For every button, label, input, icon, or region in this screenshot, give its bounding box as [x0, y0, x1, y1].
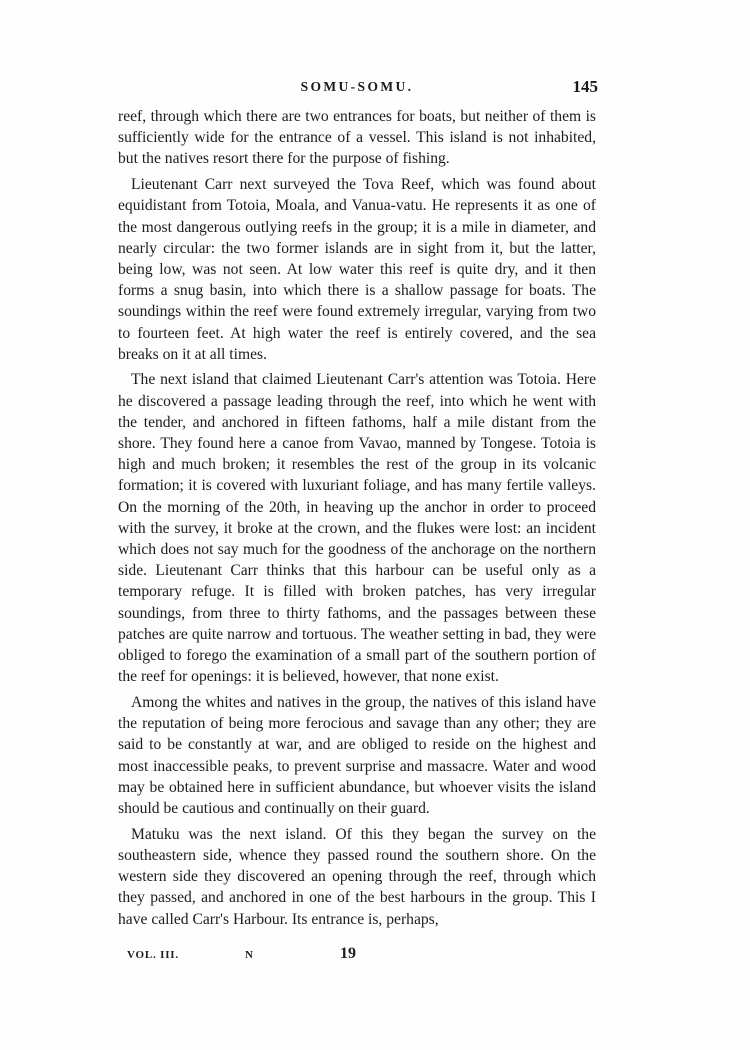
paragraph: Lieutenant Carr next surveyed the Tova Reef, which was found about equidistant from Totoia, Moala, and Vanua-vatu. He represents it as one of the most dangerous outlying reefs in the group; it is a mile in diameter, and nearly circular: the two former islands are in sight from it, but the latter, being low, was not seen. At low water this reef is quite dry, and it then forms a snug basin, into which there is a shallow passage for boats. The soundings within the reef were found extremely irregular, varying from two to fourteen feet. At high water the reef is entirely covered, and the sea breaks on it at all times.: [118, 176, 596, 363]
paragraph: Matuku was the next island. Of this they began the survey on the southeastern side, whence they passed round the southern shore. On the western side they discovered an opening through the reef, through which they passed, and anchored in one of the best harbours in the group. This I have called Carr's Harbour. Its entrance is, perhaps,: [118, 825, 596, 928]
running-title: SOMU-SOMU.: [300, 79, 414, 94]
page-number: 145: [572, 77, 598, 96]
signature-mark: N: [245, 949, 253, 961]
body-text: [118, 106, 596, 934]
volume-label: VOL. III.: [127, 949, 179, 961]
running-head: [118, 79, 596, 99]
paragraph: reef, through which there are two entrances for boats, but neither of them is sufficiently wide for the entrance of a vessel. This island is not inhabited, but the natives resort there for the purpose of fishing.: [118, 108, 596, 168]
page-footer: [127, 946, 387, 966]
signature-number: 19: [340, 945, 356, 962]
paragraph: The next island that claimed Lieutenant Carr's attention was Totoia. Here he discovered a passage leading through the reef, into which he went with the tender, and anchored in fifteen fathoms, half a mile distant from the shore. They found here a canoe from Vavao, manned by Tongese. Totoia is high and much broken; it resembles the rest of the group in its volcanic formation; it is covered with luxuriant foliage, and has many fertile valleys. On the morning of the 20th, in heaving up the anchor in order to proceed with the survey, it broke at the crown, and the flukes were lost: an incident which does not say much for the goodness of the anchorage on the northern side. Lieutenant Carr thinks that this harbour can be useful only as a temporary refuge. It is filled with broken patches, has very irregular soundings, from three to thirty fathoms, and the passages between these patches are quite narrow and tortuous. The weather setting in bad, they were obliged to forego the examination of a small part of the southern portion of the reef for openings: it is believed, however, that none exist.: [118, 371, 596, 686]
paragraph: Among the whites and natives in the group, the natives of this island have the reputation of being more ferocious and savage than any other; they are said to be constantly at war, and are obliged to reside on the highest and most inaccessible peaks, to prevent surprise and massacre. Water and wood may be obtained here in sufficient abundance, but whoever visits the island should be cautious and continually on their guard.: [118, 693, 596, 817]
